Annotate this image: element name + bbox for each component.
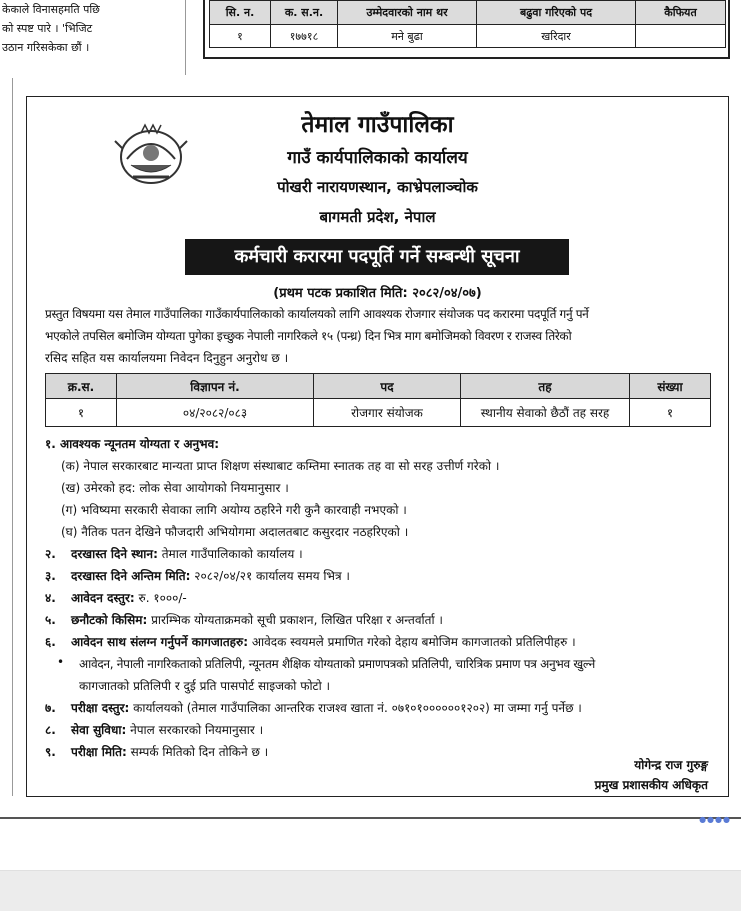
list-item xyxy=(45,611,443,628)
col-header: उम्मेदवारको नाम थर xyxy=(338,1,477,25)
item-number: २. xyxy=(45,547,56,561)
fragment-line: केकाले विनासहमति पछि xyxy=(2,3,100,16)
item-label: दरखास्त दिने स्थान: xyxy=(71,547,158,561)
intro-line: भएकोले तपसिल बमोजिम योग्यता पुगेका इच्छुक नेपाली नागरिकले १५ (पन्ध्र) दिन भित्र माग बमोजिमको विवरण र राजस्व तिरेको xyxy=(45,329,572,343)
item-number: ८. xyxy=(45,723,56,737)
list-item: (ख) उमेरको हद: लोक सेवा आयोगको नियमानुसार । xyxy=(61,481,289,495)
col-header: कैफियत xyxy=(636,1,726,25)
list-item xyxy=(45,721,263,738)
table-row xyxy=(46,399,711,427)
item-label: छनौटको किसिम: xyxy=(71,613,148,627)
intro-paragraph xyxy=(45,303,711,369)
bottom-bar xyxy=(0,870,741,911)
col-header: सि. न. xyxy=(210,1,271,25)
list-item xyxy=(45,545,303,562)
list-item xyxy=(45,743,268,760)
item-label: आवेदन साथ संलग्न गर्नुपर्ने कागजातहरु: xyxy=(71,635,249,649)
promotion-table xyxy=(209,0,726,48)
promotion-table-box xyxy=(203,0,730,59)
item-text: नेपाल सरकारको नियमानुसार । xyxy=(126,723,264,737)
item-number: ७. xyxy=(45,701,56,715)
bullet-text: आवेदन, नेपाली नागरिकताको प्रतिलिपी, न्यूनतम शैक्षिक योग्यताको प्रमाणपत्रको प्रतिलिपी, चारित्रिक प्रमाण पत्र अनुभव खुल्ने xyxy=(79,657,595,671)
publish-date: (प्रथम पटक प्रकाशित मिति: २०८२/०४/०७) xyxy=(273,286,482,301)
item-label: सेवा सुविधा: xyxy=(71,723,127,737)
list-item: (क) नेपाल सरकारबाट मान्यता प्राप्त शिक्षण संस्थाबाट कम्तिमा स्नातक तह वा सो सरह उत्तीर्ण गरेको । xyxy=(61,459,500,473)
item-number: ४. xyxy=(45,591,56,605)
table-cell: १ xyxy=(210,25,271,48)
fragment-line: उठान गरिसकेका छौं । xyxy=(2,41,90,54)
notice-heading: कर्मचारी करारमा पदपूर्ति गर्ने सम्बन्धी सूचना xyxy=(185,239,569,275)
col-header: क. स.न. xyxy=(271,1,338,25)
bullet-icon: • xyxy=(57,655,65,669)
item-number: ९. xyxy=(45,745,56,759)
list-item xyxy=(45,699,582,716)
item-text: प्रारम्भिक योग्यताक्रमको सूची प्रकाशन, लिखित परिक्षा र अन्तर्वार्ता । xyxy=(147,613,443,627)
page-divider xyxy=(0,817,741,819)
item-number: ५. xyxy=(45,613,56,627)
col-header: क्र.स. xyxy=(46,374,117,399)
table-cell: रोजगार संयोजक xyxy=(314,399,461,427)
table-cell: ०४/२०८२/०८३ xyxy=(117,399,314,427)
table-cell: १ xyxy=(46,399,117,427)
list-item xyxy=(45,589,187,606)
table-cell: १७७१८ xyxy=(271,25,338,48)
item-text: कार्यालयको (तेमाल गाउँपालिका आन्तरिक राजश्व खाता नं. ०७१०१००००००१२०२) मा जम्मा गर्नु पर्नेछ । xyxy=(129,701,582,715)
item-text: रु. १०००/- xyxy=(134,591,187,605)
list-item: (घ) नैतिक पतन देखिने फौजदारी अभियोगमा अदालतबाट कसुरदार नठहरिएको । xyxy=(61,525,409,539)
item-number: ६. xyxy=(45,635,56,649)
vacancy-table xyxy=(45,373,711,427)
dots-icon: ●●●● xyxy=(699,815,731,824)
item-text: सम्पर्क मितिको दिन तोकिने छ । xyxy=(126,745,269,759)
requirement-heading: १. आवश्यक न्यूनतम योग्यता र अनुभव: xyxy=(45,437,220,451)
table-cell: मने बुढा xyxy=(338,25,477,48)
list-item xyxy=(45,633,576,650)
list-item: (ग) भविष्यमा सरकारी सेवाका लागि अयोग्य ठहरिने गरी कुनै कारवाही नभएको । xyxy=(61,503,407,517)
item-label: आवेदन दस्तुर: xyxy=(71,591,135,605)
bullet-text: कागजातको प्रतिलिपी र दुई प्रति पासपोर्ट साइजको फोटो । xyxy=(79,679,331,693)
item-text: २०८२/०४/२१ कार्यालय समय भित्र । xyxy=(190,569,350,583)
intro-line: रसिद सहित यस कार्यालयमा निवेदन दिनुहुन अनुरोध छ । xyxy=(45,351,289,365)
list-item xyxy=(45,567,350,584)
intro-line: प्रस्तुत विषयमा यस तेमाल गाउँपालिका गाउँकार्यपालिकाको कार्यालयको लागि आवश्यक रोजगार संयोजक पद करारमा पदपूर्ति गर्नु पर्ने xyxy=(45,307,589,321)
table-cell: स्थानीय सेवाको छैठौं तह सरह xyxy=(461,399,630,427)
table-cell: १ xyxy=(630,399,711,427)
signatory-name: योगेन्द्र राज गुरुङ्ग xyxy=(634,758,708,772)
col-header: बढुवा गरिएको पद xyxy=(477,1,636,25)
org-name: तेमाल गाउँपालिका xyxy=(301,112,454,138)
col-header: पद xyxy=(314,374,461,399)
office-name: गाउँ कार्यपालिकाको कार्यालय xyxy=(287,148,468,168)
col-header: तह xyxy=(461,374,630,399)
previous-article-fragment xyxy=(0,0,186,75)
item-label: परीक्षा मिति: xyxy=(71,745,127,759)
job-notice xyxy=(26,96,729,797)
item-text: आवेदक स्वयमले प्रमाणित गरेको देहाय बमोजिम कागजातको प्रतिलिपीहरु । xyxy=(248,635,576,649)
province: बागमती प्रदेश, नेपाल xyxy=(319,208,436,226)
item-label: परीक्षा दस्तुर: xyxy=(71,701,130,715)
item-number: ३. xyxy=(45,569,56,583)
signatory-post: प्रमुख प्रशासकीय अधिकृत xyxy=(594,778,708,792)
item-label: दरखास्त दिने अन्तिम मिति: xyxy=(71,569,191,583)
address: पोखरी नारायणस्थान, काभ्रेपलाञ्चोक xyxy=(277,178,478,196)
column-divider xyxy=(12,78,13,796)
item-text: तेमाल गाउँपालिकाको कार्यालय । xyxy=(157,547,303,561)
table-cell: खरिदार xyxy=(477,25,636,48)
table-row xyxy=(210,25,726,48)
col-header: विज्ञापन नं. xyxy=(117,374,314,399)
col-header: संख्या xyxy=(630,374,711,399)
fragment-line: को स्पष्ट पारे । 'भिजिट xyxy=(2,22,93,35)
table-cell xyxy=(636,25,726,48)
